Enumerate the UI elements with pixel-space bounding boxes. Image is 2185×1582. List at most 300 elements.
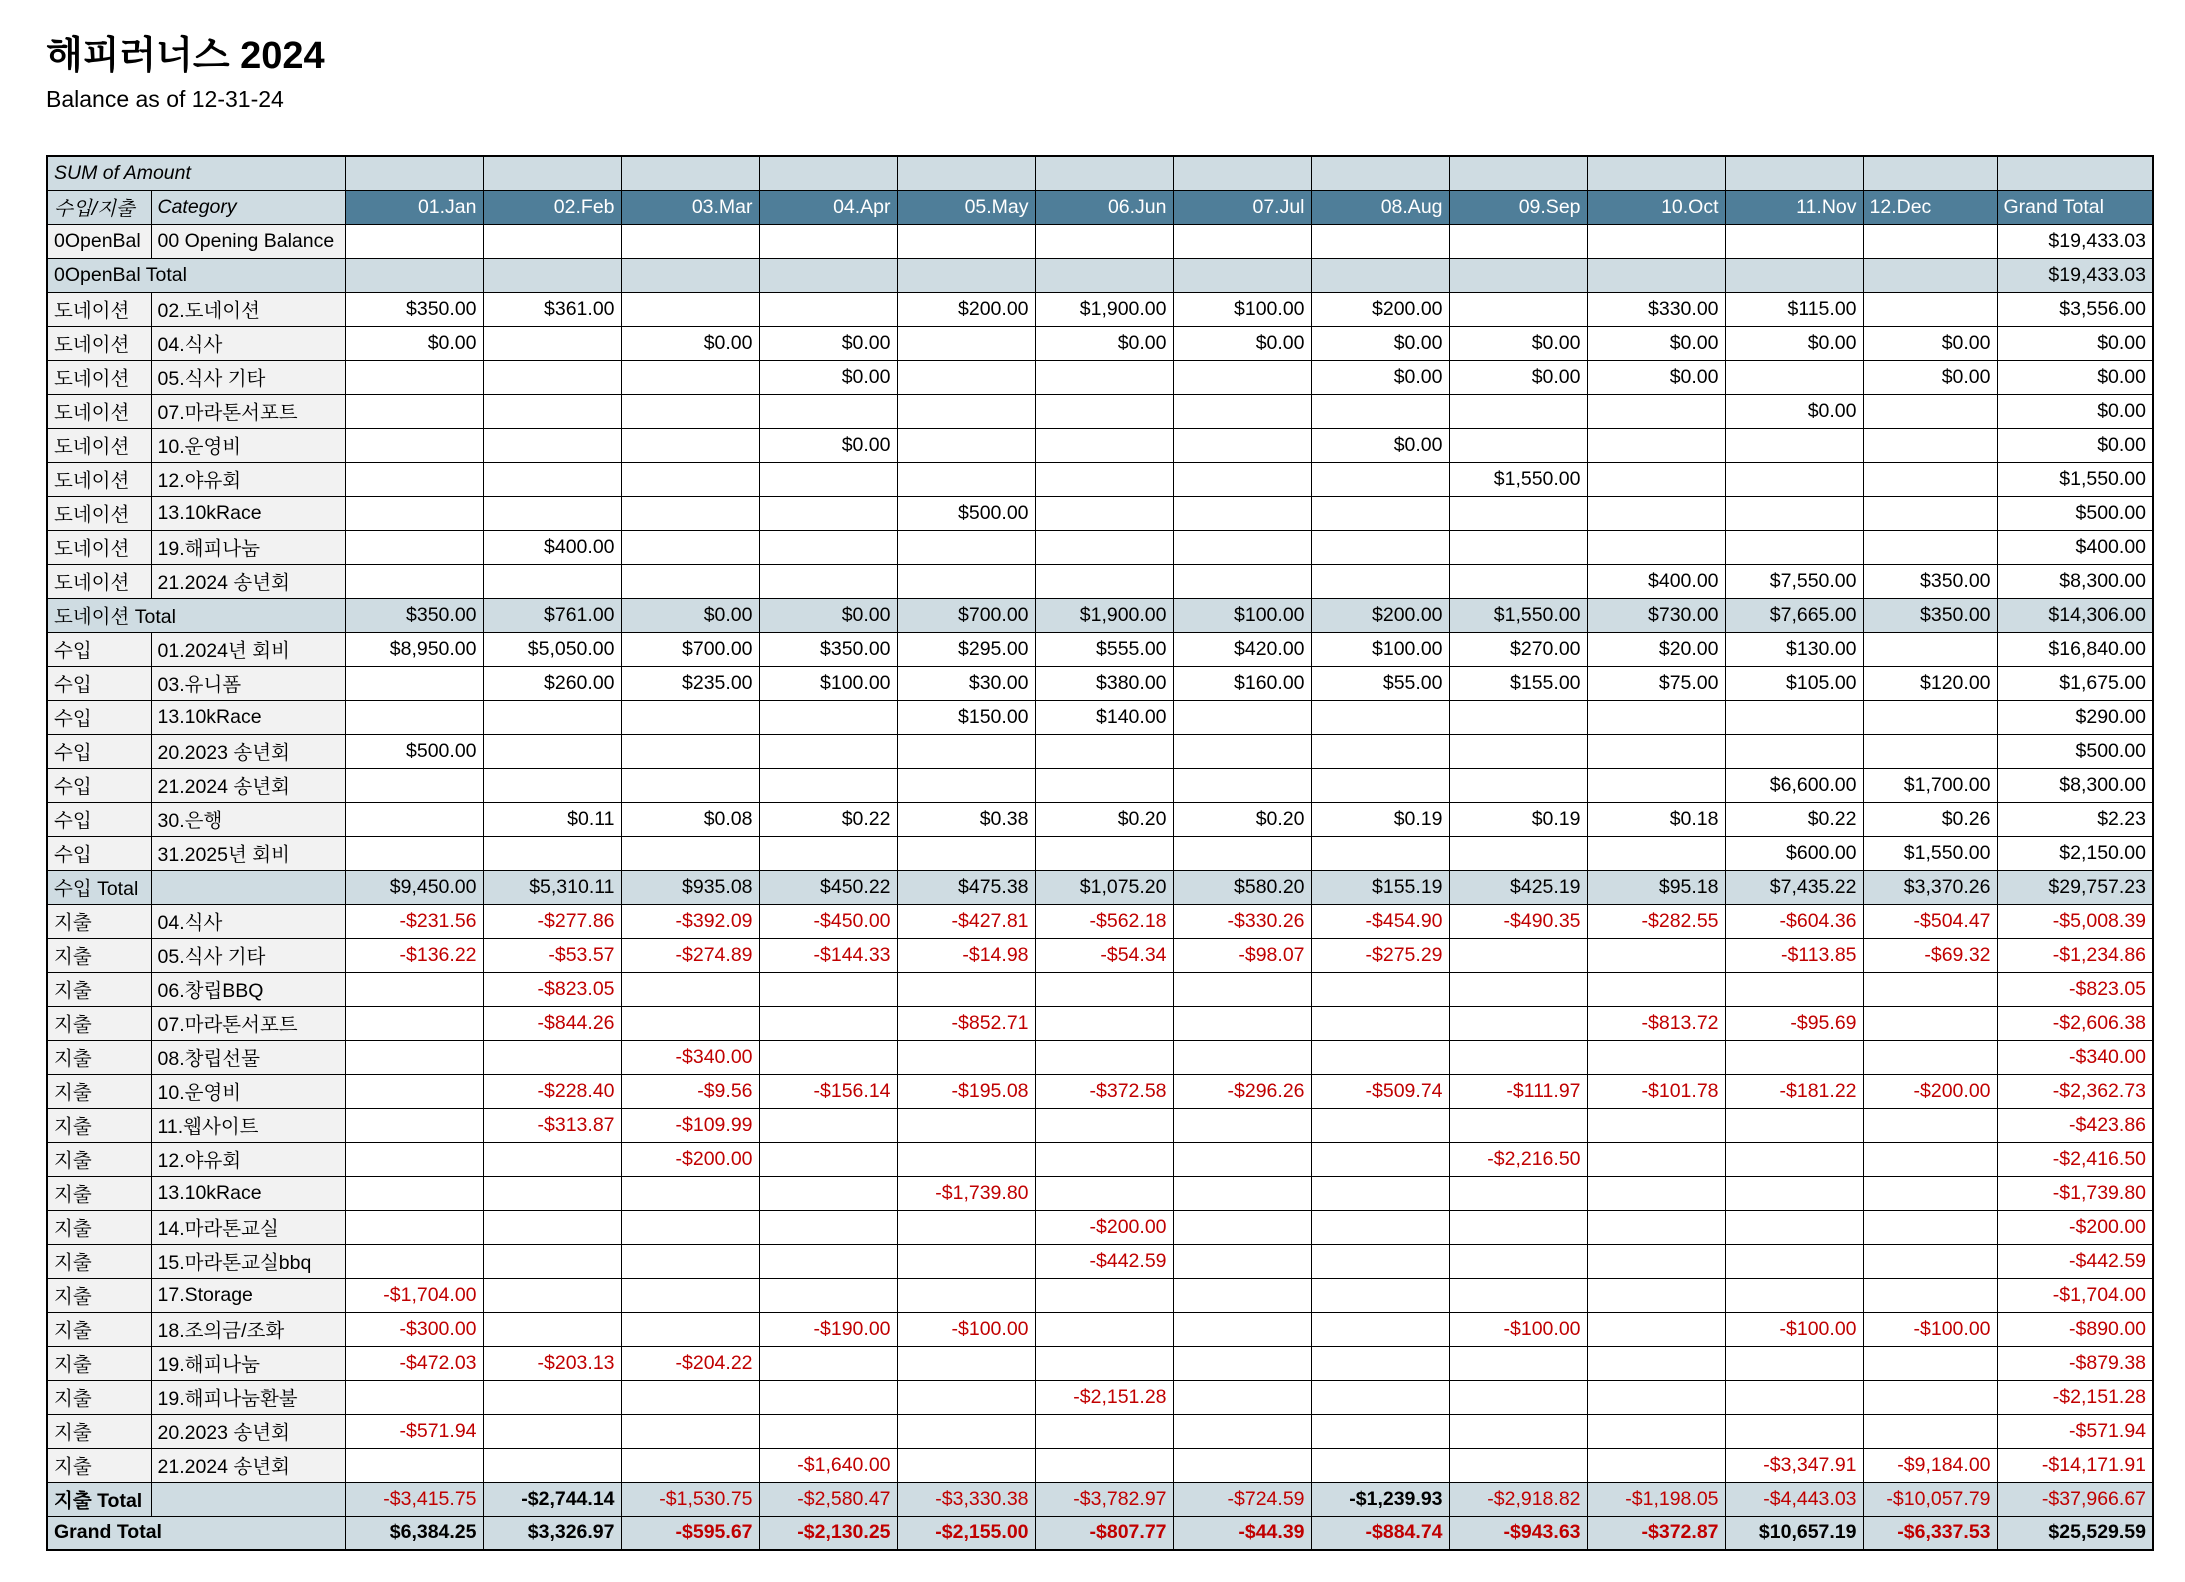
value-cell: $55.00 [1311, 666, 1449, 700]
value-cell: $1,550.00 [1449, 462, 1587, 496]
value-cell: -$890.00 [1997, 1312, 2153, 1346]
value-cell [1449, 1346, 1587, 1380]
value-cell: $2.23 [1997, 802, 2153, 836]
table-row [47, 836, 2153, 870]
header-spacer-cell [1311, 156, 1449, 190]
value-cell: $0.26 [1863, 802, 1997, 836]
value-cell [1035, 1448, 1173, 1482]
month-header: 10.Oct [1587, 190, 1725, 224]
value-cell: -$823.05 [1997, 972, 2153, 1006]
value-cell [897, 394, 1035, 428]
value-cell: -$490.35 [1449, 904, 1587, 938]
category-cell: 04.식사 [151, 326, 345, 360]
category-cell: 30.은행 [151, 802, 345, 836]
value-cell: -$571.94 [1997, 1414, 2153, 1448]
value-cell [345, 462, 483, 496]
value-cell: $0.20 [1035, 802, 1173, 836]
header-spacer-cell [897, 156, 1035, 190]
value-cell [621, 836, 759, 870]
value-cell [759, 462, 897, 496]
value-cell: -$113.85 [1725, 938, 1863, 972]
category-cell: 11.웹사이트 [151, 1108, 345, 1142]
value-cell [1863, 394, 1997, 428]
value-cell [1863, 632, 1997, 666]
value-cell [483, 258, 621, 292]
value-cell [483, 1414, 621, 1448]
value-cell [1311, 836, 1449, 870]
table-row [47, 1346, 2153, 1380]
group-cell: 지출 [47, 1380, 151, 1414]
value-cell [1449, 1210, 1587, 1244]
value-cell: $7,435.22 [1725, 870, 1863, 904]
value-cell: $1,900.00 [1035, 598, 1173, 632]
value-cell [897, 972, 1035, 1006]
value-cell [1587, 1210, 1725, 1244]
value-cell: $0.08 [621, 802, 759, 836]
value-cell: -$1,739.80 [897, 1176, 1035, 1210]
table-row [47, 938, 2153, 972]
group-cell: 지출 [47, 1414, 151, 1448]
value-cell [1449, 496, 1587, 530]
value-cell [1035, 564, 1173, 598]
value-cell: -$884.74 [1311, 1516, 1449, 1550]
category-cell: 05.식사 기타 [151, 360, 345, 394]
value-cell [1311, 462, 1449, 496]
group-cell: 지출 [47, 1346, 151, 1380]
value-cell: -$203.13 [483, 1346, 621, 1380]
value-cell: $0.22 [1725, 802, 1863, 836]
value-cell [1863, 1244, 1997, 1278]
table-row [47, 1244, 2153, 1278]
table-row [47, 462, 2153, 496]
value-cell [1587, 1346, 1725, 1380]
table-row [47, 972, 2153, 1006]
value-cell: $3,556.00 [1997, 292, 2153, 326]
group-cell: 지출 [47, 972, 151, 1006]
value-cell [1035, 734, 1173, 768]
value-cell: $425.19 [1449, 870, 1587, 904]
value-cell [1725, 700, 1863, 734]
value-cell: $500.00 [345, 734, 483, 768]
value-cell [345, 666, 483, 700]
value-cell [1311, 1414, 1449, 1448]
value-cell [345, 972, 483, 1006]
value-cell [759, 292, 897, 326]
value-cell [1725, 1176, 1863, 1210]
value-cell: -$813.72 [1587, 1006, 1725, 1040]
value-cell [1449, 836, 1587, 870]
total-row [47, 1482, 2153, 1516]
value-cell: $6,600.00 [1725, 768, 1863, 802]
table-row [47, 326, 2153, 360]
value-cell: $260.00 [483, 666, 621, 700]
category-cell: 13.10kRace [151, 700, 345, 734]
category-cell: 14.마라톤교실 [151, 1210, 345, 1244]
category-cell: 19.해피나눔 [151, 530, 345, 564]
value-cell: $0.00 [1311, 326, 1449, 360]
value-cell: $7,550.00 [1725, 564, 1863, 598]
category-cell: 10.운영비 [151, 1074, 345, 1108]
value-cell [1449, 1108, 1587, 1142]
value-cell [1449, 1176, 1587, 1210]
table-row [47, 632, 2153, 666]
value-cell: -$190.00 [759, 1312, 897, 1346]
category-cell: 03.유니폼 [151, 666, 345, 700]
value-cell [1587, 734, 1725, 768]
value-cell: $3,326.97 [483, 1516, 621, 1550]
value-cell [1725, 496, 1863, 530]
value-cell [345, 836, 483, 870]
value-cell [1173, 1108, 1311, 1142]
value-cell: -$2,362.73 [1997, 1074, 2153, 1108]
value-cell: -$275.29 [1311, 938, 1449, 972]
value-cell [1863, 1142, 1997, 1176]
group-cell: 지출 [47, 1142, 151, 1176]
value-cell: -$14,171.91 [1997, 1448, 2153, 1482]
value-cell [621, 1448, 759, 1482]
table-row [47, 802, 2153, 836]
value-cell: $935.08 [621, 870, 759, 904]
value-cell [621, 564, 759, 598]
value-cell: -$200.00 [1863, 1074, 1997, 1108]
group-cell: 도네이션 [47, 564, 151, 598]
value-cell: $8,300.00 [1997, 768, 2153, 802]
col1-header: 수입/지출 [47, 190, 151, 224]
group-cell: 지출 [47, 1040, 151, 1074]
value-cell: $330.00 [1587, 292, 1725, 326]
category-cell: 02.도네이션 [151, 292, 345, 326]
value-cell [1311, 1176, 1449, 1210]
value-cell: $8,950.00 [345, 632, 483, 666]
value-cell [1173, 836, 1311, 870]
category-cell: 01.2024년 회비 [151, 632, 345, 666]
value-cell [1311, 768, 1449, 802]
value-cell: $400.00 [483, 530, 621, 564]
value-cell [1035, 360, 1173, 394]
header-spacer-cell [1449, 156, 1587, 190]
value-cell [345, 564, 483, 598]
value-cell [1587, 1244, 1725, 1278]
value-cell [897, 836, 1035, 870]
value-cell [759, 1176, 897, 1210]
value-cell: -$2,580.47 [759, 1482, 897, 1516]
group-cell: 도네이션 [47, 462, 151, 496]
value-cell [759, 700, 897, 734]
header-spacer-cell [621, 156, 759, 190]
value-cell [1311, 700, 1449, 734]
value-cell [1587, 1414, 1725, 1448]
header-spacer-cell [1587, 156, 1725, 190]
table-row [47, 496, 2153, 530]
value-cell [1311, 1210, 1449, 1244]
category-cell: 00 Opening Balance [151, 224, 345, 258]
table-row [47, 1074, 2153, 1108]
value-cell: $0.20 [1173, 802, 1311, 836]
value-cell [1035, 394, 1173, 428]
value-cell [897, 1278, 1035, 1312]
value-cell [1311, 1108, 1449, 1142]
total-label-cell: 0OpenBal Total [47, 258, 345, 292]
value-cell [759, 258, 897, 292]
page-title: 해피러너스 2024 [46, 35, 325, 77]
value-cell: -$3,330.38 [897, 1482, 1035, 1516]
value-cell: $0.00 [1449, 360, 1587, 394]
value-cell: -$200.00 [1997, 1210, 2153, 1244]
value-cell: -$823.05 [483, 972, 621, 1006]
value-cell [483, 496, 621, 530]
value-cell: -$200.00 [621, 1142, 759, 1176]
value-cell [1449, 938, 1587, 972]
value-cell [759, 224, 897, 258]
value-cell [1587, 258, 1725, 292]
value-cell [1173, 1346, 1311, 1380]
month-header: 11.Nov [1725, 190, 1863, 224]
value-cell: $155.00 [1449, 666, 1587, 700]
category-cell: 08.창립선물 [151, 1040, 345, 1074]
month-header: 05.May [897, 190, 1035, 224]
value-cell [1863, 1210, 1997, 1244]
value-cell [483, 394, 621, 428]
value-cell [897, 258, 1035, 292]
value-cell: -$3,415.75 [345, 1482, 483, 1516]
value-cell [1449, 1448, 1587, 1482]
value-cell [1863, 292, 1997, 326]
value-cell: $500.00 [1997, 496, 2153, 530]
value-cell: $0.00 [1997, 428, 2153, 462]
value-cell: -$2,151.28 [1035, 1380, 1173, 1414]
value-cell [483, 1448, 621, 1482]
value-cell: $5,050.00 [483, 632, 621, 666]
value-cell: -$807.77 [1035, 1516, 1173, 1550]
value-cell: -$53.57 [483, 938, 621, 972]
value-cell [1863, 734, 1997, 768]
value-cell [621, 224, 759, 258]
table-row [47, 1414, 2153, 1448]
group-cell: 지출 [47, 1278, 151, 1312]
value-cell: -$100.00 [1863, 1312, 1997, 1346]
value-cell: $0.22 [759, 802, 897, 836]
value-cell [621, 1176, 759, 1210]
value-cell [1449, 1040, 1587, 1074]
value-cell: $2,150.00 [1997, 836, 2153, 870]
value-cell: -$10,057.79 [1863, 1482, 1997, 1516]
value-cell: $0.00 [759, 598, 897, 632]
table-header-row-2 [47, 190, 2153, 224]
value-cell: -$37,966.67 [1997, 1482, 2153, 1516]
table-row [47, 1040, 2153, 1074]
value-cell [1035, 836, 1173, 870]
table-row [47, 768, 2153, 802]
table-row [47, 360, 2153, 394]
value-cell [483, 1210, 621, 1244]
value-cell [483, 1312, 621, 1346]
value-cell: $700.00 [621, 632, 759, 666]
table-row [47, 394, 2153, 428]
value-cell [1035, 1040, 1173, 1074]
value-cell: $200.00 [897, 292, 1035, 326]
group-cell: 도네이션 [47, 360, 151, 394]
value-cell [1863, 1414, 1997, 1448]
group-cell: 수입 [47, 768, 151, 802]
value-cell: -$1,198.05 [1587, 1482, 1725, 1516]
value-cell [1173, 428, 1311, 462]
value-cell [1035, 258, 1173, 292]
value-cell [345, 1380, 483, 1414]
value-cell [483, 1278, 621, 1312]
value-cell [621, 394, 759, 428]
value-cell: $290.00 [1997, 700, 2153, 734]
header-spacer-cell [759, 156, 897, 190]
value-cell [897, 1414, 1035, 1448]
group-cell: 도네이션 [47, 428, 151, 462]
value-cell: -$1,239.93 [1311, 1482, 1449, 1516]
value-cell [1173, 1040, 1311, 1074]
value-cell: -$5,008.39 [1997, 904, 2153, 938]
value-cell [621, 768, 759, 802]
value-cell: -$1,530.75 [621, 1482, 759, 1516]
value-cell [1449, 530, 1587, 564]
value-cell [621, 1380, 759, 1414]
value-cell [897, 360, 1035, 394]
value-cell [1725, 1414, 1863, 1448]
value-cell: -$100.00 [1449, 1312, 1587, 1346]
value-cell: -$852.71 [897, 1006, 1035, 1040]
value-cell [1035, 530, 1173, 564]
value-cell: $350.00 [1863, 564, 1997, 598]
value-cell [345, 1210, 483, 1244]
value-cell [1725, 530, 1863, 564]
value-cell: -$100.00 [897, 1312, 1035, 1346]
category-cell: 05.식사 기타 [151, 938, 345, 972]
value-cell [1725, 1142, 1863, 1176]
value-cell [1863, 530, 1997, 564]
value-cell [1311, 394, 1449, 428]
value-cell: -$392.09 [621, 904, 759, 938]
category-cell: 13.10kRace [151, 1176, 345, 1210]
value-cell [483, 1176, 621, 1210]
value-cell: $0.00 [1725, 394, 1863, 428]
value-cell: $0.00 [1311, 428, 1449, 462]
value-cell [483, 1142, 621, 1176]
value-cell [897, 1244, 1035, 1278]
value-cell [1173, 1210, 1311, 1244]
value-cell [1587, 1176, 1725, 1210]
value-cell: $6,384.25 [345, 1516, 483, 1550]
table-row [47, 1210, 2153, 1244]
value-cell: -$879.38 [1997, 1346, 2153, 1380]
value-cell: $0.00 [1587, 326, 1725, 360]
value-cell: $140.00 [1035, 700, 1173, 734]
value-cell [759, 768, 897, 802]
value-cell [759, 1006, 897, 1040]
value-cell [1311, 1244, 1449, 1278]
value-cell [1311, 1278, 1449, 1312]
value-cell [621, 1006, 759, 1040]
value-cell: -$724.59 [1173, 1482, 1311, 1516]
value-cell [1587, 1278, 1725, 1312]
value-cell [483, 1380, 621, 1414]
value-cell [621, 292, 759, 326]
value-cell: $14,306.00 [1997, 598, 2153, 632]
month-header: 04.Apr [759, 190, 897, 224]
value-cell: $100.00 [1311, 632, 1449, 666]
value-cell [1311, 1380, 1449, 1414]
value-cell: $10,657.19 [1725, 1516, 1863, 1550]
category-cell: 04.식사 [151, 904, 345, 938]
value-cell [1035, 1006, 1173, 1040]
value-cell [1449, 564, 1587, 598]
category-cell: 07.마라톤서포트 [151, 1006, 345, 1040]
value-cell: $0.00 [1449, 326, 1587, 360]
value-cell [621, 1210, 759, 1244]
value-cell [1311, 1346, 1449, 1380]
value-cell: $160.00 [1173, 666, 1311, 700]
table-row [47, 1448, 2153, 1482]
value-cell: $30.00 [897, 666, 1035, 700]
value-cell [897, 734, 1035, 768]
value-cell [1311, 1006, 1449, 1040]
value-cell [1311, 564, 1449, 598]
value-cell: -$200.00 [1035, 1210, 1173, 1244]
value-cell [621, 360, 759, 394]
value-cell [1587, 530, 1725, 564]
value-cell: -$144.33 [759, 938, 897, 972]
value-cell: $7,665.00 [1725, 598, 1863, 632]
value-cell: -$2,416.50 [1997, 1142, 2153, 1176]
value-cell [345, 1006, 483, 1040]
value-cell [483, 768, 621, 802]
value-cell [1035, 1176, 1173, 1210]
value-cell: $0.19 [1449, 802, 1587, 836]
group-cell: 지출 [47, 1244, 151, 1278]
pivot-table-body [47, 156, 2153, 1550]
value-cell: $270.00 [1449, 632, 1587, 666]
value-cell: $0.00 [1863, 360, 1997, 394]
value-cell: -$2,606.38 [1997, 1006, 2153, 1040]
header-spacer-cell [1173, 156, 1311, 190]
header-spacer-cell [1997, 156, 2153, 190]
value-cell [897, 1380, 1035, 1414]
table-row [47, 1278, 2153, 1312]
value-cell: -$2,151.28 [1997, 1380, 2153, 1414]
group-cell: 도네이션 [47, 394, 151, 428]
value-cell: $500.00 [1997, 734, 2153, 768]
month-header: 09.Sep [1449, 190, 1587, 224]
group-cell: 지출 [47, 1448, 151, 1482]
value-cell [345, 1176, 483, 1210]
value-cell: -$1,234.86 [1997, 938, 2153, 972]
value-cell [345, 224, 483, 258]
total-spacer-cell [151, 1482, 345, 1516]
value-cell [1449, 1380, 1587, 1414]
group-cell: 수입 [47, 666, 151, 700]
header-spacer-cell [483, 156, 621, 190]
value-cell: $1,075.20 [1035, 870, 1173, 904]
value-cell: $0.00 [759, 428, 897, 462]
value-cell [1035, 768, 1173, 802]
value-cell [759, 394, 897, 428]
table-row [47, 292, 2153, 326]
value-cell [1035, 1346, 1173, 1380]
value-cell: $19,433.03 [1997, 224, 2153, 258]
table-row [47, 1142, 2153, 1176]
total-spacer-cell [151, 870, 345, 904]
value-cell [345, 394, 483, 428]
category-cell: 19.해피나눔 [151, 1346, 345, 1380]
value-cell: -$372.58 [1035, 1074, 1173, 1108]
value-cell [897, 428, 1035, 462]
value-cell: $200.00 [1311, 598, 1449, 632]
